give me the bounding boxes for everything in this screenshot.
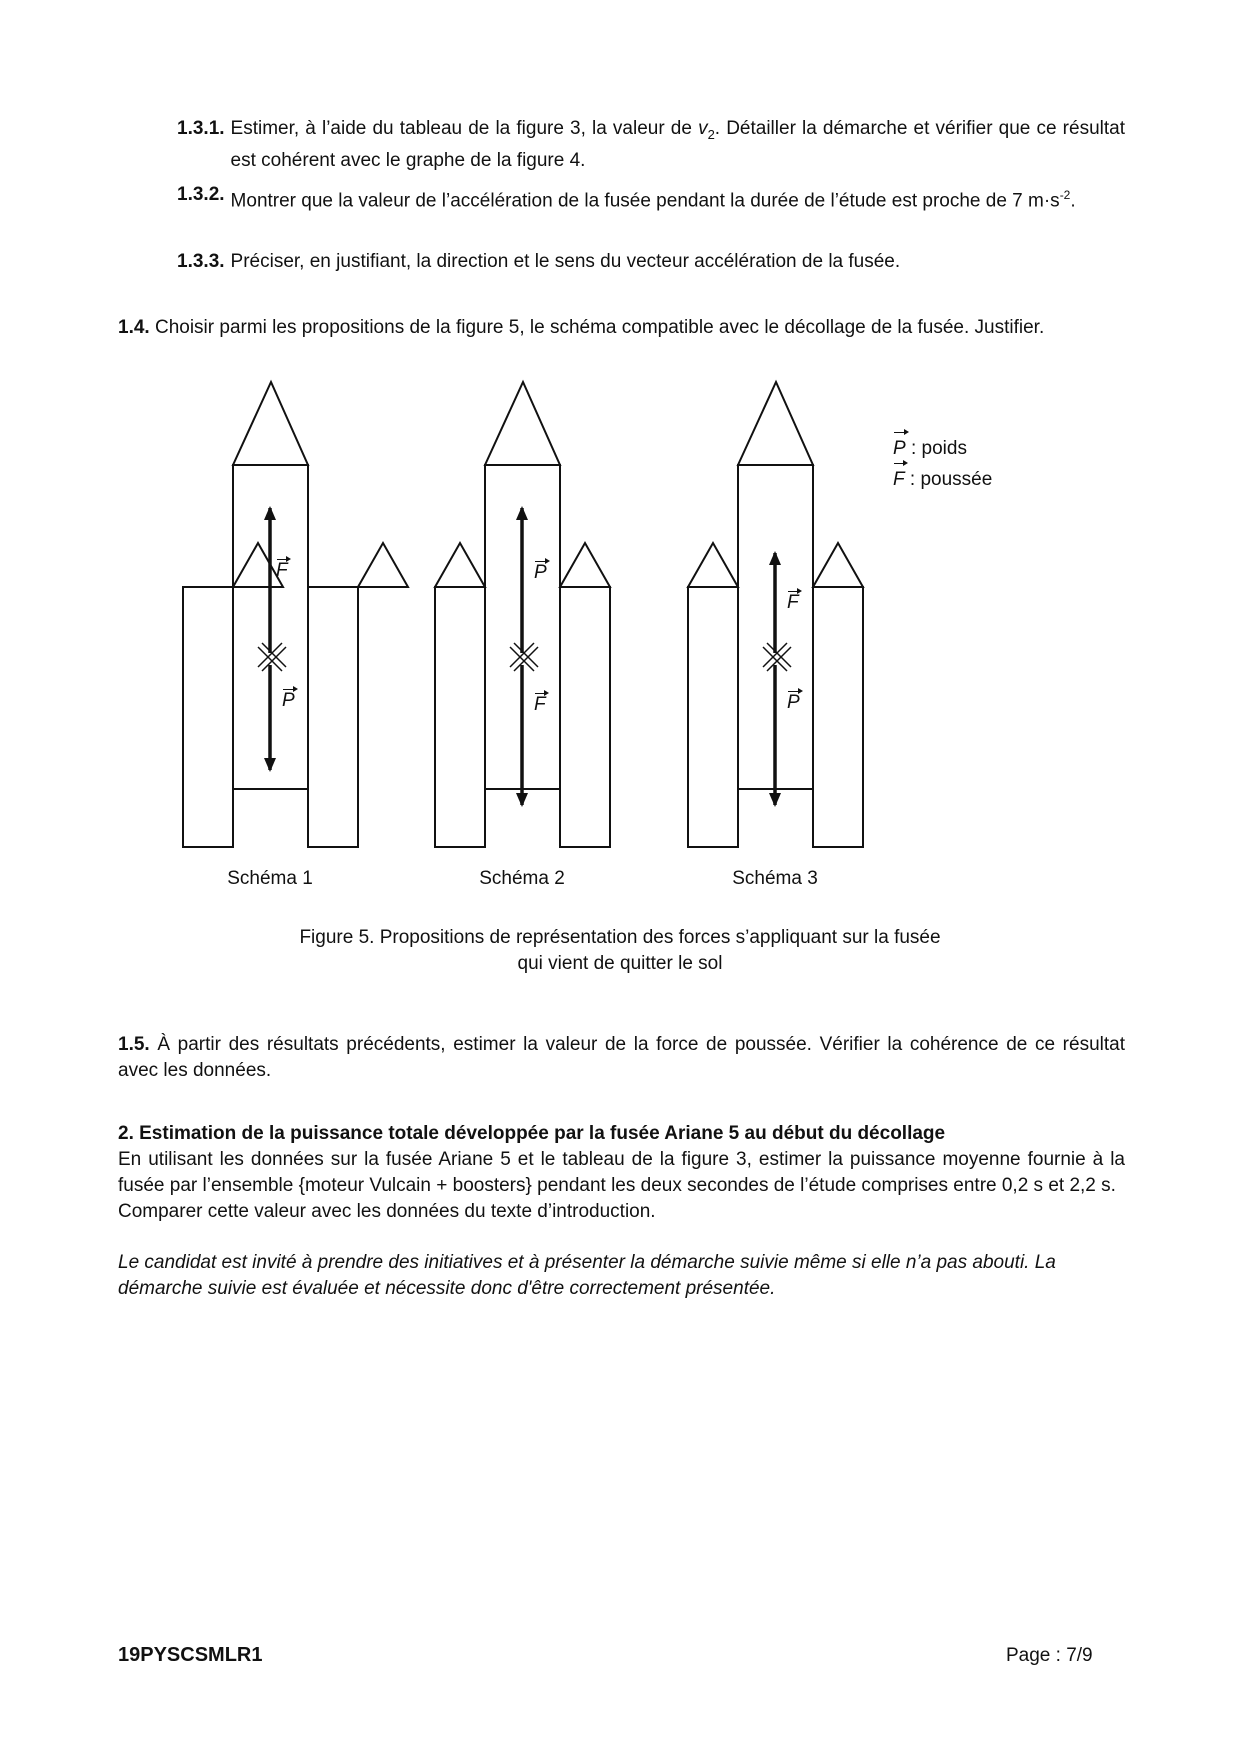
figure-legend bbox=[893, 433, 992, 495]
schema-3-label: Schéma 3 bbox=[732, 868, 818, 889]
center-of-mass-cross bbox=[258, 643, 286, 671]
question-text: À partir des résultats précédents, estimer la valeur de la force de poussée. Vérifier la cohérence de ce résultat avec les données. bbox=[118, 1034, 1125, 1081]
center-of-mass-cross bbox=[763, 643, 791, 671]
schema-2-label: Schéma 2 bbox=[479, 868, 565, 889]
question-text-start: Montrer que la valeur de l’accélération de la fusée pendant la durée de l’étude est proche de 7 m·s bbox=[230, 190, 1060, 212]
question-text-end: . Détailler la démarche et vérifier que ce résultat est cohérent avec le graphe de la figure 4. bbox=[230, 118, 1125, 171]
schema-3-down-label: P bbox=[787, 692, 800, 713]
question-number: 1.3.2. bbox=[177, 184, 225, 205]
question-1-3-2 bbox=[177, 182, 1125, 214]
question-number: 1.5. bbox=[118, 1034, 150, 1055]
rocket-schema-1 bbox=[183, 382, 408, 847]
center-of-mass-cross bbox=[510, 643, 538, 671]
figure-caption: Figure 5. Propositions de représentation des forces s’appliquant sur la fusée qui vient de quitter le sol bbox=[299, 927, 941, 974]
question-text-start: Estimer, à l’aide du tableau de la figure 3, la valeur de bbox=[230, 118, 699, 139]
document-code: 19PYSCSMLR1 bbox=[118, 1644, 263, 1666]
schema-1-up-label: F bbox=[276, 560, 288, 581]
legend-thrust: F : poussée bbox=[893, 464, 992, 495]
question-1-3-3 bbox=[177, 249, 1125, 275]
question-text: Choisir parmi les propositions de la figure 5, le schéma compatible avec le décollage de la fusée. Justifier. bbox=[154, 317, 1045, 338]
question-1-4 bbox=[118, 315, 1125, 341]
question-number: 1.3.3. bbox=[177, 251, 225, 272]
instruction-note: Le candidat est invité à prendre des initiatives et à présenter la démarche suivie même si elle n’a pas abouti. La démarche suivie est évaluée et nécessite donc d'être correctement présentée. bbox=[118, 1252, 1056, 1299]
schema-1-label: Schéma 1 bbox=[227, 868, 313, 889]
section-title: 2. Estimation de la puissance totale développée par la fusée Ariane 5 au début du décollage bbox=[118, 1123, 946, 1144]
section-paragraph-1: En utilisant les données sur la fusée Ariane 5 et le tableau de la figure 3, estimer la puissance moyenne fournie à la fusée par l’ensemble {moteur Vulcain + boosters} pendant les deux secondes de l’étude comprises entre 0,2 s et 2,2 s. bbox=[118, 1149, 1125, 1196]
question-text: Préciser, en justifiant, la direction et le sens du vecteur accélération de la fusée. bbox=[230, 251, 901, 272]
schema-1-down-label: P bbox=[282, 690, 295, 711]
question-text-end: . bbox=[1070, 190, 1076, 212]
schema-3-up-label: F bbox=[787, 592, 799, 613]
page-number: Page : 7/9 bbox=[1006, 1645, 1093, 1666]
section-paragraph-2: Comparer cette valeur avec les données du texte d’introduction. bbox=[118, 1201, 656, 1222]
velocity-subscript: 2 bbox=[707, 126, 715, 142]
schema-2-down-label: F bbox=[534, 694, 546, 715]
unit-exponent: -2 bbox=[1059, 188, 1071, 202]
schema-2-up-label: P bbox=[534, 562, 547, 583]
question-1-5 bbox=[118, 1032, 1125, 1084]
legend-weight: P : poids bbox=[893, 433, 992, 464]
question-1-3-1 bbox=[177, 116, 1125, 174]
rocket-schema-3 bbox=[688, 382, 863, 847]
rocket-schema-2 bbox=[435, 382, 610, 847]
question-number: 1.3.1. bbox=[177, 118, 225, 139]
velocity-symbol: v bbox=[698, 118, 708, 139]
question-number: 1.4. bbox=[118, 317, 150, 338]
section-2 bbox=[118, 1121, 1125, 1302]
